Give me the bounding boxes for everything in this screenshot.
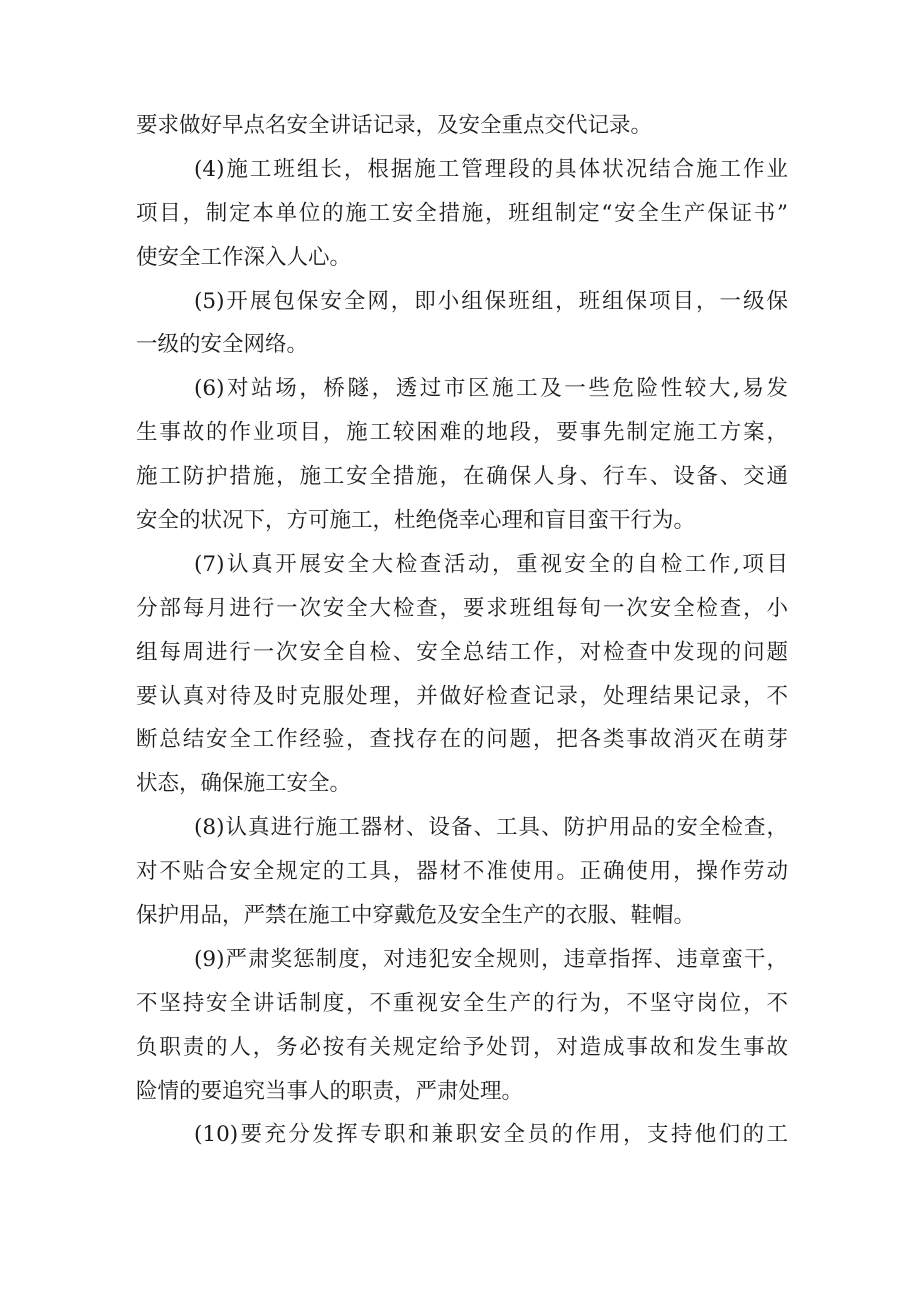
text-line: 负职责的人，务必按有关规定给予处罚，对造成事故和发生事故 xyxy=(136,1034,788,1060)
text-line: (7)认真开展安全大检查活动，重视安全的自检工作,项目 xyxy=(194,551,788,577)
paragraph xyxy=(136,280,788,368)
paragraph xyxy=(136,543,788,806)
text-line: 施工防护措施，施工安全措施，在确保人身、行车、设备、交通 xyxy=(136,464,788,490)
text-line: (6)对站场，桥隧，透过市区施工及一些危险性较大,易发 xyxy=(194,376,788,402)
text-line: 分部每月进行一次安全大检查，要求班组每旬一次安全检查，小 xyxy=(136,595,788,621)
paragraph xyxy=(136,367,788,543)
text-line: 一级的安全网络。 xyxy=(136,332,309,358)
text-line: 保护用品，严禁在施工中穿戴危及安全生产的衣服、鞋帽。 xyxy=(136,903,696,929)
text-line: 状态，确保施工安全。 xyxy=(136,771,352,797)
text-line: 使安全工作深入人心。 xyxy=(136,244,352,270)
paragraph xyxy=(136,1113,788,1157)
paragraph xyxy=(136,938,788,1114)
text-line: 安全的状况下，方可施工，杜绝侥幸心理和盲目蛮干行为。 xyxy=(136,508,696,534)
text-line: (5)开展包保安全网，即小组保班组，班组保项目，一级保 xyxy=(194,288,788,314)
paragraph xyxy=(136,148,788,280)
text-line: 险情的要追究当事人的职责，严肃处理。 xyxy=(136,1078,524,1104)
text-line: 要认真对待及时克服处理，并做好检查记录，处理结果记录，不 xyxy=(136,683,788,709)
text-line: 生事故的作业项目，施工较困难的地段，要事先制定施工方案， xyxy=(136,420,788,446)
text-line: 对不贴合安全规定的工具，器材不准使用。正确使用，操作劳动 xyxy=(136,859,788,885)
text-line: 项目，制定本单位的施工安全措施，班组制定“安全生产保证书” xyxy=(136,200,788,226)
paragraph xyxy=(136,104,788,148)
paragraph xyxy=(136,806,788,938)
text-line: (9)严肃奖惩制度，对违犯安全规则，违章指挥、违章蛮干， xyxy=(194,946,788,972)
text-line: (4)施工班组长，根据施工管理段的具体状况结合施工作业 xyxy=(194,156,788,182)
text-line: 组每周进行一次安全自检、安全总结工作，对检查中发现的问题 xyxy=(136,639,788,665)
text-line: 不坚持安全讲话制度，不重视安全生产的行为，不坚守岗位，不 xyxy=(136,990,788,1016)
text-line: 要求做好早点名安全讲话记录，及安全重点交代记录。 xyxy=(136,113,653,138)
text-line: (10)要充分发挥专职和兼职安全员的作用，支持他们的工 xyxy=(194,1122,788,1148)
text-line: 断总结安全工作经验，查找存在的问题，把各类事故消灭在萌芽 xyxy=(136,727,788,753)
text-line: (8)认真进行施工器材、设备、工具、防护用品的安全检查， xyxy=(194,815,788,841)
body-text xyxy=(136,104,788,1157)
